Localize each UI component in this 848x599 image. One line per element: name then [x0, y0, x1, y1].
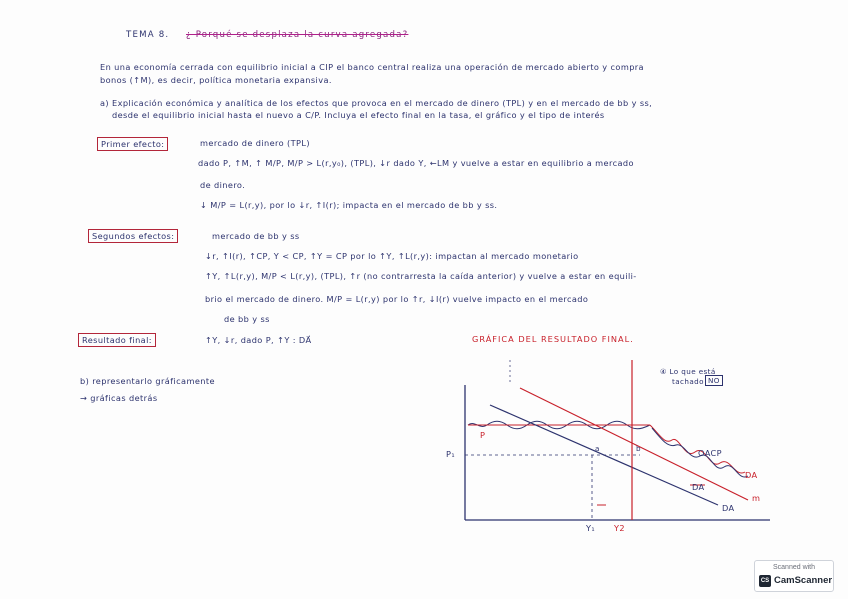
- segundo-line-2: ↓r, ↑I(r), ↑CP, Y < CP, ↑Y = CP por lo ↑Y, ↑L(r,y): impactan al mercado monetario: [205, 251, 579, 261]
- b-line-1: b) representarlo gráficamente: [80, 376, 215, 386]
- label-y2: Y2: [614, 523, 626, 533]
- label-oacp: OACP: [698, 448, 723, 458]
- question-a-line-1: a) Explicación económica y analítica de los efectos que provoca en el mercado de dinero (TPL) y en el mercado de bb y ss,: [100, 98, 653, 108]
- intro-line-1: En una economía cerrada con equilibrio inicial a CIP el banco central realiza una operación de mercado abierto y compra: [100, 62, 644, 72]
- camscanner-logo-icon: CS: [759, 575, 771, 587]
- primer-line-3: de dinero.: [200, 180, 246, 190]
- note-line-2: tachado: [672, 377, 704, 386]
- camscanner-badge: [754, 560, 834, 592]
- segundo-line-4: brio el mercado de dinero. M/P = L(r,y) por lo ↑r, ↓I(r) vuelve impacto en el mercado: [205, 294, 589, 304]
- segundo-line-1: mercado de bb y ss: [212, 231, 300, 241]
- primer-line-4: ↓ M/P = L(r,y), por lo ↓r, ↑I(r); impacta en el mercado de bb y ss.: [200, 200, 498, 210]
- da-red-line: [520, 388, 748, 500]
- label-y1: Y₁: [586, 523, 596, 533]
- note-line-1: ④ Lo que está: [660, 367, 716, 376]
- intro-line-2: bonos (↑M), es decir, política monetaria expansiva.: [100, 75, 332, 85]
- label-p1: P₁: [446, 449, 456, 459]
- graph-title: GRÁFICA DEL RESULTADO FINAL.: [472, 334, 634, 344]
- question-a-line-2: desde el equilibrio inicial hasta el nuevo a C/P. Incluya el efecto final en la tasa, el gráfico y el tipo de interés: [112, 110, 605, 120]
- resultado-line-1: ↑Y, ↓r, dado P, ↑Y : DA⃗: [205, 335, 312, 345]
- camscanner-name: CamScanner: [774, 575, 833, 586]
- primer-line-1: mercado de dinero (TPL): [200, 138, 310, 148]
- label-da-bottom: DA: [722, 503, 735, 513]
- label-da-middle: DA: [692, 482, 705, 492]
- title-struck: ¿ Porqué se desplaza la curva agregada?: [186, 30, 409, 40]
- scanned-with-text: Scanned with: [772, 564, 816, 571]
- segundos-efectos-label: Segundos efectos:: [88, 229, 178, 243]
- segundo-line-5: de bb y ss: [224, 314, 270, 324]
- segundo-line-3: ↑Y, ↑L(r,y), M/P < L(r,y), (TPL), ↑r (no contrarresta la caída anterior) y vuelve a estar en equili-: [205, 271, 637, 281]
- primer-efecto-label: Primer efecto:: [97, 137, 168, 151]
- label-a: a: [595, 444, 600, 453]
- note-badge: NO: [705, 375, 723, 386]
- b-line-2: → gráficas detrás: [80, 393, 158, 403]
- label-da-red-end: DA: [745, 470, 758, 480]
- label-b: b: [636, 444, 641, 453]
- resultado-final-label: Resultado final:: [78, 333, 156, 347]
- title-prefix: TEMA 8.: [126, 30, 170, 40]
- label-m: m: [752, 493, 761, 503]
- label-p: P: [480, 430, 486, 440]
- primer-line-2: dado P, ↑M, ↑ M/P, M/P > L(r,y₀), (TPL), ↓r dado Y, ←LM y vuelve a estar en equilibrio a mercado: [198, 158, 634, 168]
